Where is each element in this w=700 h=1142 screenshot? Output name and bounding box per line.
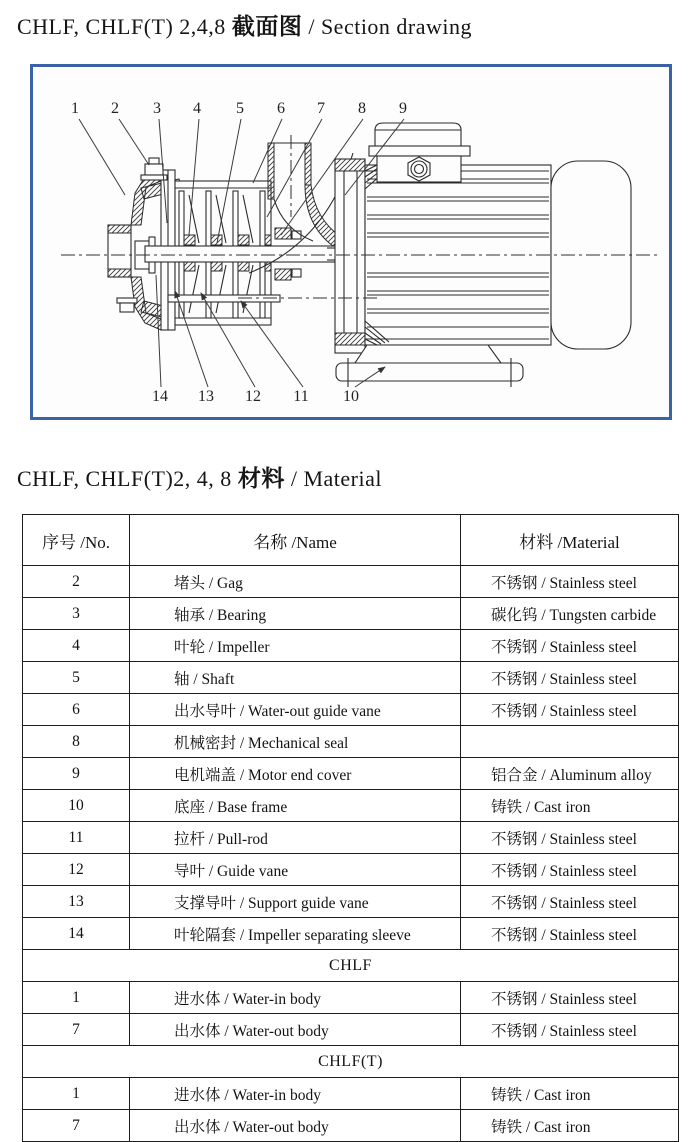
title-model-text: CHLF, CHLF(T) 2,4,8 xyxy=(17,14,232,39)
table-row xyxy=(23,822,679,854)
name-cell: 出水体 / Water-out body xyxy=(130,1014,461,1046)
no-cell: 2 xyxy=(23,566,130,598)
no-cell: 10 xyxy=(23,790,130,822)
name-cell: 进水体 / Water-in body xyxy=(130,982,461,1014)
mat-cell: 铸铁 / Cast iron xyxy=(461,1110,679,1142)
no-cell: 14 xyxy=(23,918,130,950)
name-cell: 叶轮 / Impeller xyxy=(130,630,461,662)
no-cell: 7 xyxy=(23,1110,130,1142)
name-cell: 电机端盖 / Motor end cover xyxy=(130,758,461,790)
terminal-box xyxy=(369,123,470,182)
page-title-section-drawing xyxy=(17,8,472,41)
table-row xyxy=(23,982,679,1014)
table-row xyxy=(23,854,679,886)
mat-cell: 铸铁 / Cast iron xyxy=(461,790,679,822)
mat-cell: 不锈钢 / Stainless steel xyxy=(461,630,679,662)
name-cell: 进水体 / Water-in body xyxy=(130,1078,461,1110)
callout-number: 8 xyxy=(358,100,366,117)
table-row xyxy=(23,694,679,726)
callout-number: 2 xyxy=(111,100,119,117)
title-zh-text: 截面图 xyxy=(231,14,303,39)
no-cell: 4 xyxy=(23,630,130,662)
mat-cell: 不锈钢 / Stainless steel xyxy=(461,1014,679,1046)
table-row xyxy=(23,758,679,790)
mat-cell: 不锈钢 / Stainless steel xyxy=(461,822,679,854)
callout-number: 5 xyxy=(236,100,244,117)
no-cell: 5 xyxy=(23,662,130,694)
no-cell: 13 xyxy=(23,886,130,918)
table-row xyxy=(23,918,679,950)
no-cell: 6 xyxy=(23,694,130,726)
no-cell: 3 xyxy=(23,598,130,630)
section-drawing-frame xyxy=(30,64,672,420)
table-row xyxy=(23,598,679,630)
no-cell: 1 xyxy=(23,982,130,1014)
name-cell: 拉杆 / Pull-rod xyxy=(130,822,461,854)
material-table xyxy=(22,514,679,1142)
table-row xyxy=(23,630,679,662)
name-cell: 出水体 / Water-out body xyxy=(130,1110,461,1142)
callout-number: 14 xyxy=(152,388,168,405)
mat-cell: 碳化钨 / Tungsten carbide xyxy=(461,598,679,630)
mat-cell: 不锈钢 / Stainless steel xyxy=(461,566,679,598)
header-no: 序号 /No. xyxy=(23,515,130,566)
callout-number: 10 xyxy=(343,388,359,405)
header-material: 材料 /Material xyxy=(461,515,679,566)
mat-cell: 不锈钢 / Stainless steel xyxy=(461,886,679,918)
callout-number: 13 xyxy=(198,388,214,405)
pump-section-drawing xyxy=(33,67,669,417)
mat-cell: 不锈钢 / Stainless steel xyxy=(461,662,679,694)
title-divider: / xyxy=(284,466,304,491)
table-row xyxy=(23,886,679,918)
mat-cell: 不锈钢 / Stainless steel xyxy=(461,694,679,726)
group-label: CHLF xyxy=(23,950,679,982)
name-cell: 机械密封 / Mechanical seal xyxy=(130,726,461,758)
mat-cell: 铝合金 / Aluminum alloy xyxy=(461,758,679,790)
no-cell: 11 xyxy=(23,822,130,854)
callout-number: 6 xyxy=(277,100,285,117)
name-cell: 轴 / Shaft xyxy=(130,662,461,694)
name-cell: 出水导叶 / Water-out guide vane xyxy=(130,694,461,726)
table-row xyxy=(23,566,679,598)
mat-cell: 铸铁 / Cast iron xyxy=(461,1078,679,1110)
page-title-material xyxy=(17,460,382,493)
callout-number: 3 xyxy=(153,100,161,117)
title-model-text: CHLF, CHLF(T)2, 4, 8 xyxy=(17,466,238,491)
cable-gland-icon xyxy=(408,157,430,181)
table-row xyxy=(23,726,679,758)
callout-number: 12 xyxy=(245,388,261,405)
mat-cell: 不锈钢 / Stainless steel xyxy=(461,854,679,886)
mat-cell: 不锈钢 / Stainless steel xyxy=(461,918,679,950)
name-cell: 导叶 / Guide vane xyxy=(130,854,461,886)
name-cell: 底座 / Base frame xyxy=(130,790,461,822)
table-header-row xyxy=(23,515,679,566)
table-row xyxy=(23,1014,679,1046)
name-cell: 叶轮隔套 / Impeller separating sleeve xyxy=(130,918,461,950)
drain-plug xyxy=(117,298,137,312)
table-row xyxy=(23,790,679,822)
title-en-text: Section drawing xyxy=(320,14,473,39)
mat-cell: 不锈钢 / Stainless steel xyxy=(461,982,679,1014)
table-row xyxy=(23,1110,679,1142)
no-cell: 7 xyxy=(23,1014,130,1046)
no-cell: 9 xyxy=(23,758,130,790)
group-label: CHLF(T) xyxy=(23,1046,679,1078)
no-cell: 8 xyxy=(23,726,130,758)
callout-number: 1 xyxy=(71,100,79,117)
title-en-text: Material xyxy=(303,466,382,491)
group-row xyxy=(23,1046,679,1078)
callout-number: 9 xyxy=(399,100,407,117)
name-cell: 堵头 / Gag xyxy=(130,566,461,598)
table-row xyxy=(23,662,679,694)
title-zh-text: 材料 xyxy=(237,466,285,491)
callout-number: 7 xyxy=(317,100,325,117)
no-cell: 12 xyxy=(23,854,130,886)
group-row xyxy=(23,950,679,982)
name-cell: 支撑导叶 / Support guide vane xyxy=(130,886,461,918)
no-cell: 1 xyxy=(23,1078,130,1110)
callout-number: 4 xyxy=(193,100,201,117)
callout-number: 11 xyxy=(293,388,309,405)
title-divider: / xyxy=(302,14,321,39)
header-name: 名称 /Name xyxy=(130,515,461,566)
name-cell: 轴承 / Bearing xyxy=(130,598,461,630)
table-row xyxy=(23,1078,679,1110)
mat-cell xyxy=(461,726,679,758)
